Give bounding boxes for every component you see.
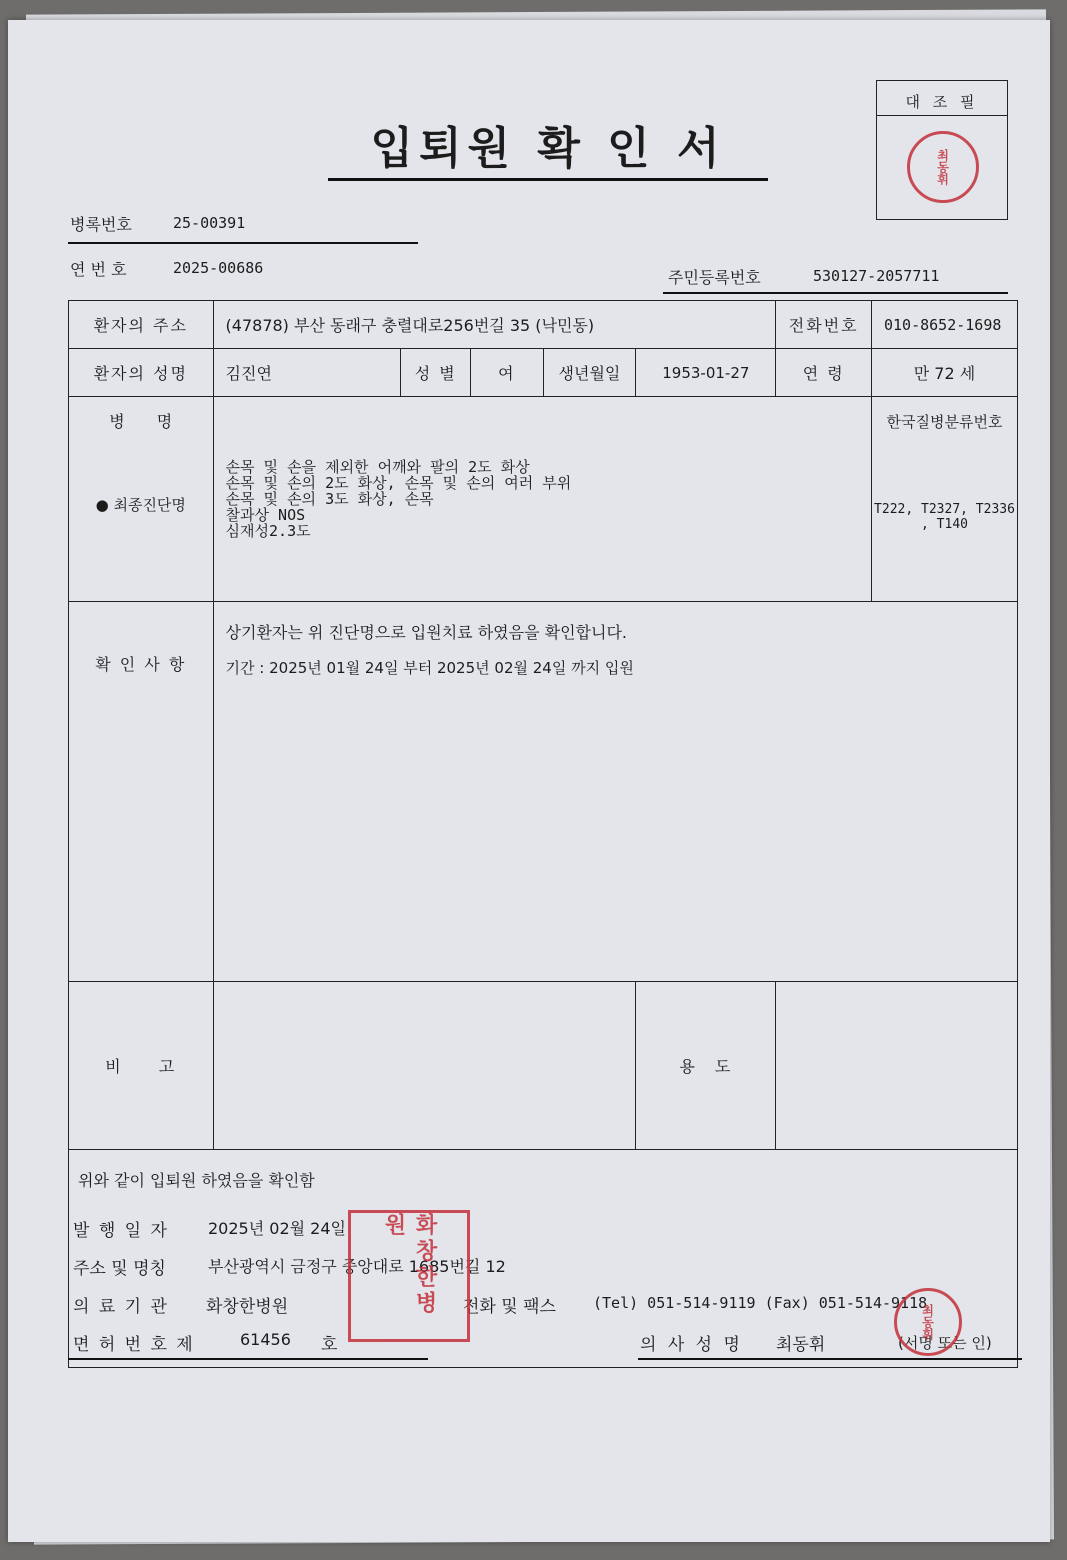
disease-codes: T222, T2327, T2336 (874, 502, 1015, 517)
birth-value: 1953-01-27 (636, 349, 776, 397)
final-diagnosis-label: ● 최종진단명 (95, 496, 186, 514)
record-no-label: 병록번호 (70, 215, 132, 234)
purpose-label: 용 도 (636, 982, 776, 1150)
issue-date-value: 2025년 02월 24일 (208, 1219, 346, 1238)
certificate-page (8, 20, 1050, 1542)
record-no-value: 25-00391 (173, 214, 246, 232)
verification-seal-stamp: 최동휘 (907, 131, 979, 203)
hospital-address: 부산광역시 금정구 중앙대로 1685번길 12 (208, 1257, 506, 1276)
verification-seal-box (876, 80, 1008, 220)
diagnosis-line: 손목 및 손의 3도 화상, 손목 (225, 490, 434, 508)
issue-date-label: 발 행 일 자 (73, 1221, 169, 1241)
address-label: 환자의 주소 (69, 301, 214, 349)
remarks-label: 비 고 (69, 982, 214, 1150)
contact-value: (Tel) 051-514-9119 (Fax) 051-514-9118 (593, 1294, 928, 1312)
doctor-name: 최동휘 (776, 1335, 826, 1355)
doctor-label: 의 사 성 명 (640, 1335, 743, 1355)
sex-label: 성 별 (401, 349, 471, 397)
contact-label: 전화 및 팩스 (463, 1297, 556, 1317)
confirm-text: 위와 같이 입퇴원 하였음을 확인함 (78, 1171, 315, 1190)
age-label: 연 령 (776, 349, 872, 397)
name-label: 환자의 성명 (69, 349, 214, 397)
diagnosis-line: 찰과상 NOS (225, 506, 306, 524)
disease-code-label: 한국질병분류번호 (886, 413, 1003, 431)
license-label: 면 허 번 호 제 (73, 1335, 195, 1355)
diagnosis-line: 손목 및 손을 제외한 어깨와 팔의 2도 화상 (225, 458, 530, 476)
diagnosis-line: 손목 및 손의 2도 화상, 손목 및 손의 여러 부위 (225, 474, 572, 492)
title-underline (328, 178, 768, 181)
address-value: (47878) 부산 동래구 충렬대로256번길 35 (낙민동) (213, 301, 776, 349)
doctor-seal-stamp: 최동휘 (894, 1288, 962, 1356)
form-outer-border (68, 300, 1018, 1368)
hospital-seal-stamp: 화창한병원 (348, 1210, 470, 1342)
age-value: 만 72 세 (872, 349, 1018, 397)
document-title: 입퇴원 확 인 서 (370, 123, 726, 174)
seal-box-label: 대 조 필 (905, 93, 979, 111)
license-no: 61456 (240, 1330, 291, 1349)
disease-codes-cont: , T140 (921, 517, 968, 532)
serial-no-label: 연 번 호 (70, 260, 127, 279)
phone-value: 010-8652-1698 (872, 301, 1018, 349)
address-label: 주소 및 명칭 (73, 1259, 166, 1279)
phone-label: 전화번호 (776, 301, 872, 349)
diagnosis-label: 병 명 (109, 412, 173, 431)
serial-no-value: 2025-00686 (173, 259, 264, 277)
resident-no-value: 530127-2057711 (813, 267, 940, 285)
admission-period: 기간 : 2025년 01월 24일 부터 2025년 02월 24일 까지 입원 (225, 659, 634, 677)
signature-suffix: (서명 또는 인) (898, 1334, 992, 1352)
hospital-name: 화창한병원 (206, 1297, 289, 1317)
birth-label: 생년월일 (543, 349, 636, 397)
license-suffix: 호 (321, 1335, 338, 1355)
diagnosis-line: 심재성2.3도 (225, 522, 311, 540)
resident-no-label: 주민등록번호 (668, 268, 761, 287)
hospital-label: 의 료 기 관 (73, 1297, 169, 1317)
confirmation-label: 확 인 사 항 (69, 602, 214, 982)
name-value: 김진연 (213, 349, 401, 397)
confirmation-statement: 상기환자는 위 진단명으로 입원치료 하였음을 확인합니다. (225, 623, 627, 642)
sex-value: 여 (471, 349, 544, 397)
